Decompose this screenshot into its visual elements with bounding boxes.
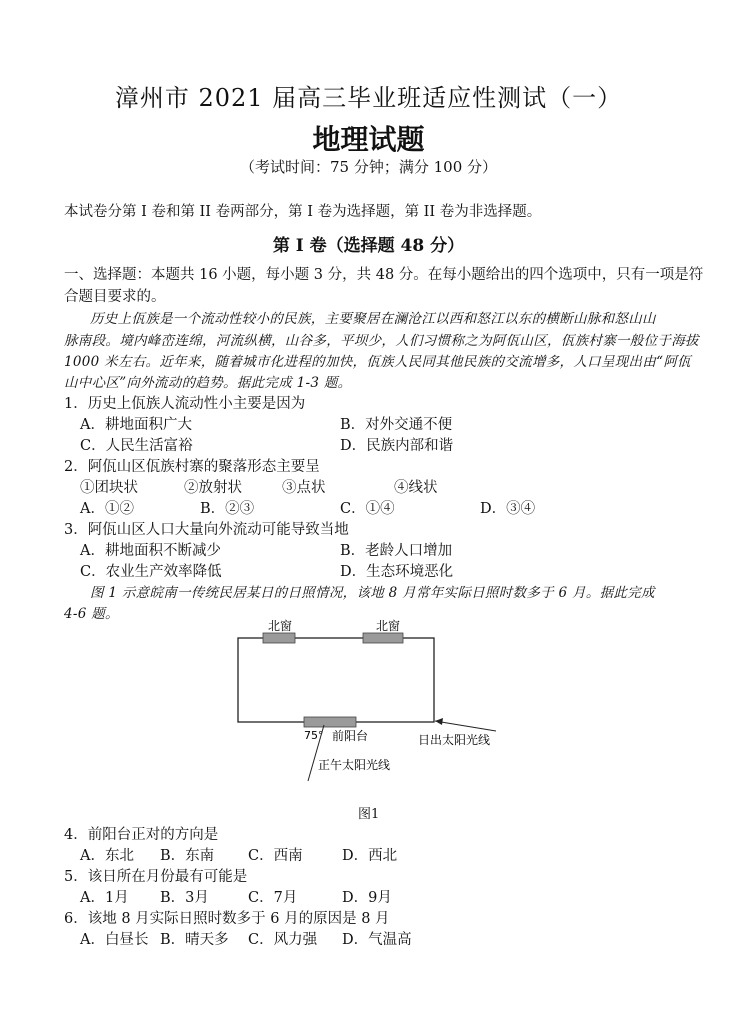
balcony-label: 前阳台 — [332, 729, 369, 743]
house-outline — [238, 638, 434, 722]
question-6-option-b: B．晴天多 — [160, 932, 229, 948]
question-4-option-c: C．西南 — [248, 848, 303, 864]
passage2-line-1: 图 1 示意皖南一传统民居某日的日照情况，该地 8 月常年实际日照时数多于 6 月。据此完成 — [90, 585, 655, 601]
figure-caption: 图1 — [358, 807, 380, 822]
question-2-option-d: D．③④ — [480, 501, 536, 517]
question-3-option-a: A．耕地面积不断减少 — [80, 543, 221, 559]
front-balcony — [304, 717, 356, 727]
question-2-sub-1: ①团块状 — [80, 480, 138, 496]
question-2-option-a: A．①② — [80, 501, 134, 517]
question-6-option-a: A．白昼长 — [80, 932, 149, 948]
north-window-label-2: 北窗 — [376, 619, 401, 633]
question-2-stem: 2．阿佤山区佤族村寨的聚落形态主要呈 — [64, 459, 320, 475]
sunrise-arrowhead — [435, 718, 443, 725]
question-6-option-d: D．气温高 — [342, 932, 412, 948]
question-4-option-a: A．东北 — [80, 848, 134, 864]
north-window-right — [363, 633, 403, 643]
intro-text: 本试卷分第 I 卷和第 II 卷两部分，第 I 卷为选择题，第 II 卷为非选择题。 — [64, 204, 542, 220]
passage1-line-4: 山中心区”向外流动的趋势。据此完成 1-3 题。 — [64, 375, 352, 391]
north-window-left — [263, 633, 295, 643]
question-4-option-d: D．西北 — [342, 848, 398, 864]
question-5-stem: 5．该日所在月份最有可能是 — [64, 869, 248, 885]
question-1-option-b: B．对外交通不便 — [340, 417, 453, 433]
sunrise-sun-line — [435, 721, 496, 731]
question-4-stem: 4．前阳台正对的方向是 — [64, 827, 219, 843]
question-3-stem: 3．阿佤山区人口大量向外流动可能导致当地 — [64, 522, 349, 538]
question-3-option-c: C．农业生产效率降低 — [80, 564, 222, 580]
instructions-line-1: 一、选择题：本题共 16 小题，每小题 3 分，共 48 分。在每小题给出的四个选项中，只有一项是符 — [64, 267, 704, 283]
question-5-option-d: D．9月 — [342, 890, 392, 906]
instructions-line-2: 合题目要求的。 — [64, 289, 166, 305]
question-2-option-b: B．②③ — [200, 501, 255, 517]
exam-note: （考试时间：75 分钟；满分 100 分） — [239, 158, 498, 176]
question-6-stem: 6．该地 8 月实际日照时数多于 6 月的原因是 8 月 — [64, 911, 390, 927]
question-6-option-c: C．风力强 — [248, 932, 318, 948]
question-1-stem: 1．历史上佤族人流动性小主要是因为 — [64, 396, 306, 412]
noon-line-label: 正午太阳光线 — [318, 758, 391, 772]
question-1-option-a: A．耕地面积广大 — [80, 417, 192, 433]
question-3-option-d: D．生态环境恶化 — [340, 564, 454, 580]
question-2-sub-4: ④线状 — [394, 480, 438, 496]
angle-label: 75° — [304, 729, 324, 742]
question-2-option-c: C．①④ — [340, 501, 395, 517]
question-2-sub-3: ③点状 — [282, 480, 326, 496]
passage1-line-2: 脉南段。境内峰峦连绵，河流纵横，山谷多，平坝少，人们习惯称之为阿佤山区，佤族村寨一般位于海拔 — [64, 333, 699, 349]
question-3-option-b: B．老龄人口增加 — [340, 543, 453, 559]
question-1-option-d: D．民族内部和谐 — [340, 438, 454, 454]
passage1-line-3: 1000 米左右。近年来，随着城市化进程的加快，佤族人民同其他民族的交流增多，人口呈现出由“阿佤 — [64, 354, 691, 370]
figure-1-house-sunlight — [228, 618, 538, 798]
section-title: 第 I 卷（选择题 48 分） — [272, 236, 465, 256]
north-window-label-1: 北窗 — [268, 619, 293, 633]
question-2-sub-2: ②放射状 — [184, 480, 242, 496]
question-4-option-b: B．东南 — [160, 848, 215, 864]
exam-title: 漳州市 2021 届高三毕业班适应性测试（一） — [114, 84, 623, 112]
subject-title: 地理试题 — [312, 123, 425, 156]
question-5-option-c: C．7月 — [248, 890, 298, 906]
question-5-option-a: A．1月 — [80, 890, 129, 906]
sunrise-line-label: 日出太阳光线 — [418, 733, 491, 747]
passage2-line-2: 4-6 题。 — [64, 606, 119, 622]
passage1-line-1: 历史上佤族是一个流动性较小的民族，主要聚居在澜沧江以西和怒江以东的横断山脉和怒山山 — [90, 311, 656, 327]
question-5-option-b: B．3月 — [160, 890, 209, 906]
question-1-option-c: C．人民生活富裕 — [80, 438, 193, 454]
